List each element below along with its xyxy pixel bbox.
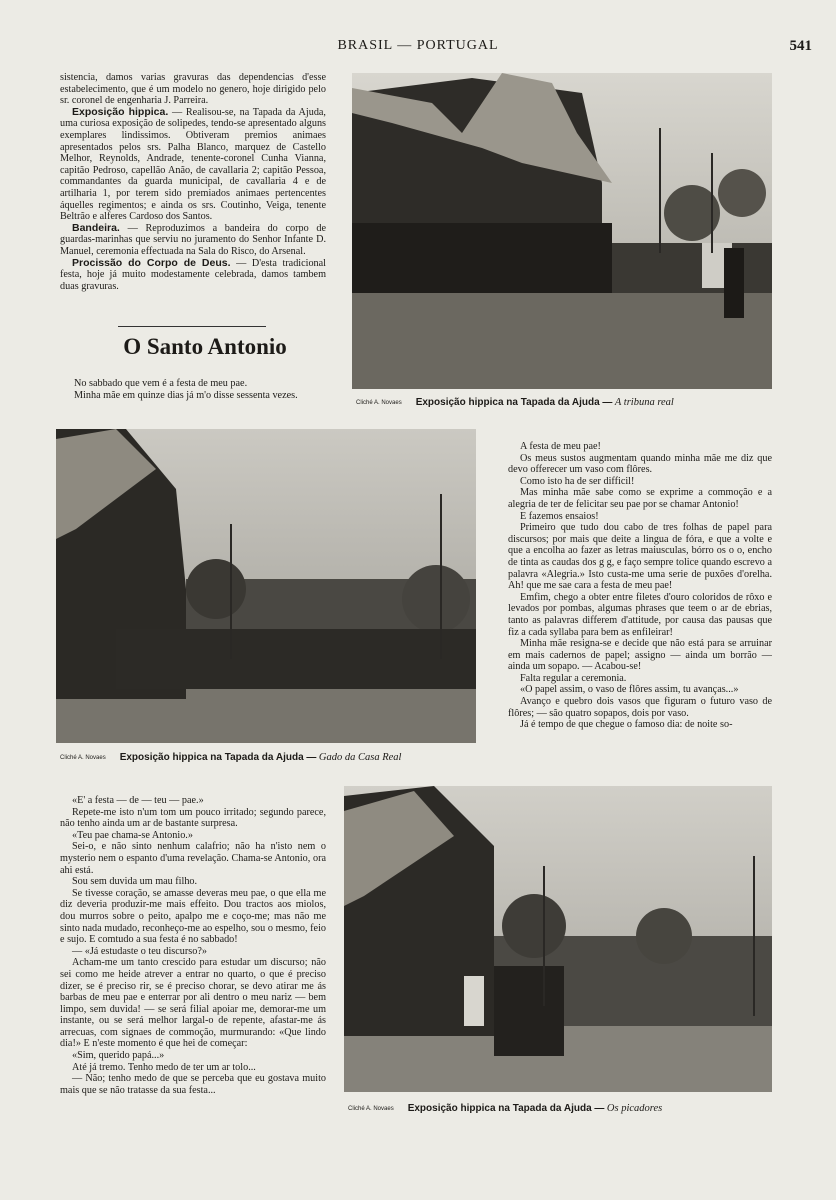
article-title: O Santo Antonio [123,334,287,359]
section-text: — Reproduzimos a bandeira do corpo de guardas-marinhas que serviu no juramento do Senhor Infante D. Manuel, ceremonia effectuada na Sala do Risco, do Arsenal. [60,222,326,257]
article-paragraph: Mas minha mãe sabe como se exprime a commoção e a alegria de ter de felicitar seu pae por se chamar Antonio! [508,487,772,510]
news-column-top-left [60,72,326,292]
article-intro [74,378,344,401]
news-paragraph-continued: sistencia, damos varias gravuras das dependencias d'esse estabelecimento, que é um modelo no genero, hoje dirigido pelo sr. coronel de engenharia J. Parreira. [60,72,326,107]
photo-credit: Cliché A. Novaes [348,1105,394,1112]
article-paragraph: Sou sem duvida um mau filho. [72,876,198,888]
article-column-bottom-left [60,795,326,1096]
article-paragraph: «Teu pae chama-se Antonio.» [72,829,193,841]
article-paragraph: A festa de meu pae! [520,441,601,452]
caption-sub: Gado da Casa Real [318,752,402,763]
caption-main: Exposição hippica na Tapada da Ajuda — [407,1103,605,1114]
article-paragraph: «E' a festa — de — teu — pae.» [72,795,204,806]
article-paragraph: Já é tempo de que chegue o famoso dia: de noite so- [520,719,733,731]
caption-sub: A tribuna real [614,397,674,408]
article-paragraph: Os meus sustos augmentam quando minha mãe me diz que devo offerecer um vaso com flôres. [508,452,772,476]
article-paragraph: Sei-o, e não sinto nenhum calafrio; não ha n'isto nem o mysterio nem o espanto d'uma revelação. Chama-se Antonio, ora ahi está. [60,841,326,876]
intro-line: Minha mãe em quinze dias já m'o disse sessenta vezes. [74,389,298,401]
photo-caption [356,397,674,408]
article-paragraph: Minha mãe resigna-se e decide que não está para se arruinar em mais cadernos de papel; assigno — ainda um borrão — ainda um sopapo. — Acabou-se! [508,638,772,673]
running-title: BRASIL — PORTUGAL [337,38,499,53]
article-paragraph: «Sim, querido papá...» [72,1050,165,1062]
photo-credit: Cliché A. Novaes [356,399,402,406]
section-text: — D'esta tradicional festa, hoje já muito modestamente celebrada, damos tambem duas gravuras. [60,257,327,292]
article-paragraph: Avanço e quebro dois vasos que figuram o futuro vaso de flôres; — são quatro sopapos, dois por vaso. [508,696,772,719]
article-paragraph: Acham-me um tanto crescido para estudar um discurso; não sei como me heide atrever a entrar no quarto, o que é preciso dizer, se é preciso rir, se é preciso chorar, se devo atirar me ás barbas de meu pae e enterrar por ali dentro o meu nariz — bem limpo, sem duvida! — se será filial apoiar me, demorar-me um instante, ou se será melhor largal-o de repente, afastar-me ás arrecuas, com signaes de commoção, murmurando: «Que lindo dia!» E n'este momento é que hei de começar: [60,957,326,1050]
photo-os-picadores [344,786,772,1092]
article-paragraph: «O papel assim, o vaso de flôres assim, tu avanças...» [520,684,739,696]
section-heading: Procissão do Corpo de Deus. [72,256,231,269]
section-heading: Exposição hippica. [72,105,169,118]
photo-caption [60,752,401,763]
news-item-exposicao [60,107,326,223]
article-paragraph: Falta regular a ceremonia. [520,672,627,684]
article-paragraph: Repete-me isto n'um tom um pouco irritado; segundo parece, não tenho ainda um ar de bastante surpresa. [60,806,326,830]
intro-line: No sabbado que vem é a festa de meu pae. [74,378,248,389]
divider-rule [118,326,266,327]
article-paragraph: Se tivesse coração, se amasse deveras meu pae, o que ella me diz deveria produzir-me mais effeito. Dou tractos aos miolos, dou murros sobre o peito, apalpo me e coço-me; mas não me sinto nada mudado, reconheço-me ao espelho, sou o mesmo, feio e sujo. E comtudo a sua festa é no sabbado! [60,887,326,946]
caption-sub: Os picadores [606,1103,663,1114]
article-paragraph: — Não; tenho medo de que se perceba que eu gostava muito mais que se não tratasse da sua festa... [60,1073,326,1096]
section-text: — Realisou-se, na Tapada da Ajuda, uma curiosa exposição de solipedes, tendo-se apresentado alguns exemplares lindissimos. Obtiveram premios animaes apresentados pelos srs. Palha Blanco, marquez de Castello Melhor, Reynolds, Andrade, tenente-coronel Cunha Vianna, capitão Pedroso, capellão Anão, de cavallaria 2; capitão Pessoa, commandantes da guarda municipal, de cavallaria 4 e de artilharia 1, por terem sido premiados animaes pertencentes áquelles regimentos; e ainda os srs. Coutinho, Veiga, tenente Beltrão e alferes Cardoso dos Santos. [60,106,326,223]
caption-main: Exposição hippica na Tapada da Ajuda — [415,397,613,408]
article-paragraph: Emfim, chego a obter entre filetes d'ouro coloridos de rôxo e levados por pombas, algumas phrases que teem o ar de ebrias, tanto as palavras differem d'attitude, por causa das pausas que fiz a cada syllaba para bem as enfileirar! [508,591,772,638]
photo-tribuna-real [352,73,772,389]
news-item-bandeira [60,223,326,258]
article-paragraph: Até já tremo. Tenho medo de ter um ar tolo... [72,1061,256,1073]
photo-credit: Cliché A. Novaes [60,754,106,761]
article-paragraph: — «Já estudaste o teu discurso?» [72,945,207,957]
article-paragraph: Como isto ha de ser difficil! [520,475,635,487]
page-number: 541 [789,38,812,54]
article-column-middle-right [508,441,772,731]
photo-gado-casa-real [56,429,476,743]
news-item-procissao [60,258,326,293]
page-header [0,38,836,58]
article-paragraph: Primeiro que tudo dou cabo de tres folhas de papel para discursos; por mais que deite a lingua de fóra, e que a volte e que a encolha ao fazer as letras maiusculas, bórro os o o, encho de tinta as caudas dos g g, e faço sempre tolice quando escrevo a palavra «Alegria.» Isto custa-me uma serie de puxões d'orelha. Ah! que me sae cara a festa de meu pae! [508,522,772,592]
photo-caption [348,1103,662,1114]
section-heading: Bandeira. [72,221,120,234]
caption-main: Exposição hippica na Tapada da Ajuda — [119,752,317,763]
article-paragraph: E fazemos ensaios! [520,510,599,522]
